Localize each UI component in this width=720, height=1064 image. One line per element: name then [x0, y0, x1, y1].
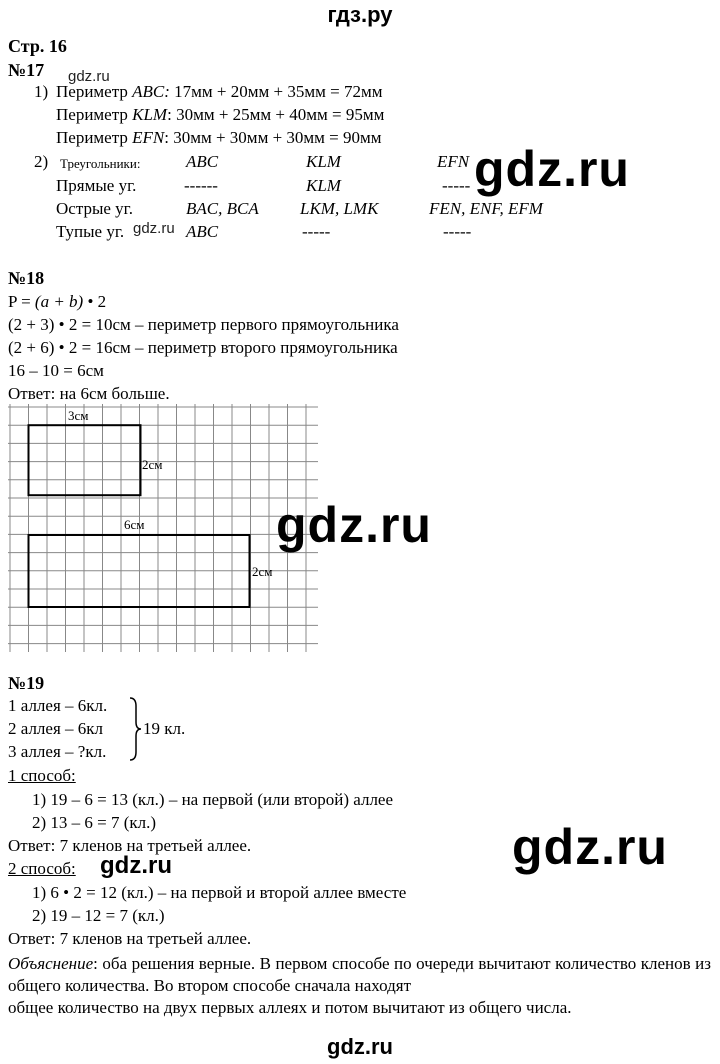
task19-number: №19: [8, 673, 45, 693]
task17-number: №17: [8, 60, 45, 80]
explanation-text: : оба решения верные. В первом способе по очереди вычитают количество кленов из общего количества. Во втором способе сначала находят: [8, 954, 711, 995]
task17-part2-number: 2): [34, 152, 49, 171]
rect1-height-label: 2см: [142, 457, 163, 472]
grid-drawing: [8, 404, 320, 652]
answer1: Ответ: 7 кленов на третьей аллее.: [8, 836, 252, 855]
table-cell: -----: [302, 222, 331, 241]
watermark-medium: gdz.ru: [100, 852, 172, 879]
site-footer: gdz.ru: [327, 1034, 393, 1059]
rect2-width-label: 6см: [124, 517, 145, 532]
method2-title: 2 способ:: [8, 859, 76, 878]
table-head-klm: KLM: [306, 152, 341, 171]
formula-p: P =: [8, 292, 35, 311]
explanation: [8, 953, 711, 1019]
table-cell: BAC, BCA: [186, 199, 259, 218]
explanation-last-line: общее количество на двух первых аллеях и потом вычитают из общего числа.: [8, 998, 572, 1017]
table-cell: FEN, ENF, EFM: [429, 199, 543, 218]
brace-icon: [128, 696, 142, 762]
explanation-label: Объяснение: [8, 954, 94, 973]
alley-line: 3 аллея – ?кл.: [8, 742, 107, 761]
watermark-large: gdz.ru: [512, 819, 668, 875]
grid-lines: [8, 404, 318, 652]
alley-line: 2 аллея – 6кл: [8, 719, 104, 738]
alley-line: 1 аллея – 6кл.: [8, 696, 108, 715]
perimeter-abc: [56, 82, 382, 102]
watermark-large: gdz.ru: [474, 141, 630, 197]
watermark-small: gdz.ru: [68, 68, 110, 85]
perimeter-label: Периметр: [56, 105, 128, 124]
formula-rest: • 2: [83, 292, 107, 311]
perimeter-expression: : 30мм + 30мм + 30мм = 90мм: [164, 128, 382, 147]
perimeter-label: Периметр: [56, 128, 128, 147]
task18-number: №18: [8, 268, 45, 288]
watermark-large: gdz.ru: [276, 497, 432, 553]
perimeter-label: Периметр: [56, 82, 128, 101]
perimeter-klm: [56, 105, 384, 125]
perimeter-formula: [8, 292, 106, 312]
solution-line: 16 – 10 = 6см: [8, 361, 104, 380]
triangle-name: EFN: [132, 128, 165, 147]
table-cell: KLM: [306, 176, 341, 195]
table-cell: ------: [184, 176, 218, 195]
table-cell: -----: [442, 176, 471, 195]
method1-step: 1) 19 – 6 = 13 (кл.) – на первой (или второй) аллее: [32, 790, 394, 809]
solution-line: (2 + 3) • 2 = 10см – периметр первого прямоугольника: [8, 315, 399, 334]
watermark-small: gdz.ru: [133, 220, 175, 237]
rect2-height-label: 2см: [252, 564, 273, 579]
perimeter-efn: [56, 128, 382, 148]
table-cell: -----: [443, 222, 472, 241]
table-head-label: Треугольники:: [60, 156, 141, 171]
total-maples: 19 кл.: [143, 719, 186, 738]
table-cell: LKM, LMK: [300, 199, 379, 218]
task17-part1-number: 1): [34, 82, 49, 101]
table-row-obtuse-label: Тупые уг.: [56, 222, 125, 241]
perimeter-expression: 17мм + 20мм + 35мм = 72мм: [169, 82, 383, 101]
rect1-width-label: 3см: [68, 408, 89, 423]
table-head-efn: EFN: [437, 152, 470, 171]
page-number: Стр. 16: [8, 36, 67, 56]
table-row-right-label: Прямые уг.: [56, 176, 137, 195]
formula-ab: (a + b): [34, 292, 84, 311]
perimeter-expression: : 30мм + 25мм + 40мм = 95мм: [167, 105, 385, 124]
triangle-name: ABC:: [132, 82, 170, 101]
method1-step: 2) 13 – 6 = 7 (кл.): [32, 813, 157, 832]
table-row-acute-label: Острые уг.: [56, 199, 133, 218]
table-cell: ABC: [186, 222, 219, 241]
method1-title: 1 способ:: [8, 766, 76, 785]
method2-step: 1) 6 • 2 = 12 (кл.) – на первой и второй аллее вместе: [32, 883, 407, 902]
table-head-abc: ABC: [186, 152, 219, 171]
method2-step: 2) 19 – 12 = 7 (кл.): [32, 906, 165, 925]
solution-line: (2 + 6) • 2 = 16см – периметр второго прямоугольника: [8, 338, 398, 357]
answer2: Ответ: 7 кленов на третьей аллее.: [8, 929, 252, 948]
site-header: гдз.ру: [327, 2, 393, 27]
task18-answer: Ответ: на 6см больше.: [8, 384, 170, 403]
triangle-name: KLM: [132, 105, 168, 124]
